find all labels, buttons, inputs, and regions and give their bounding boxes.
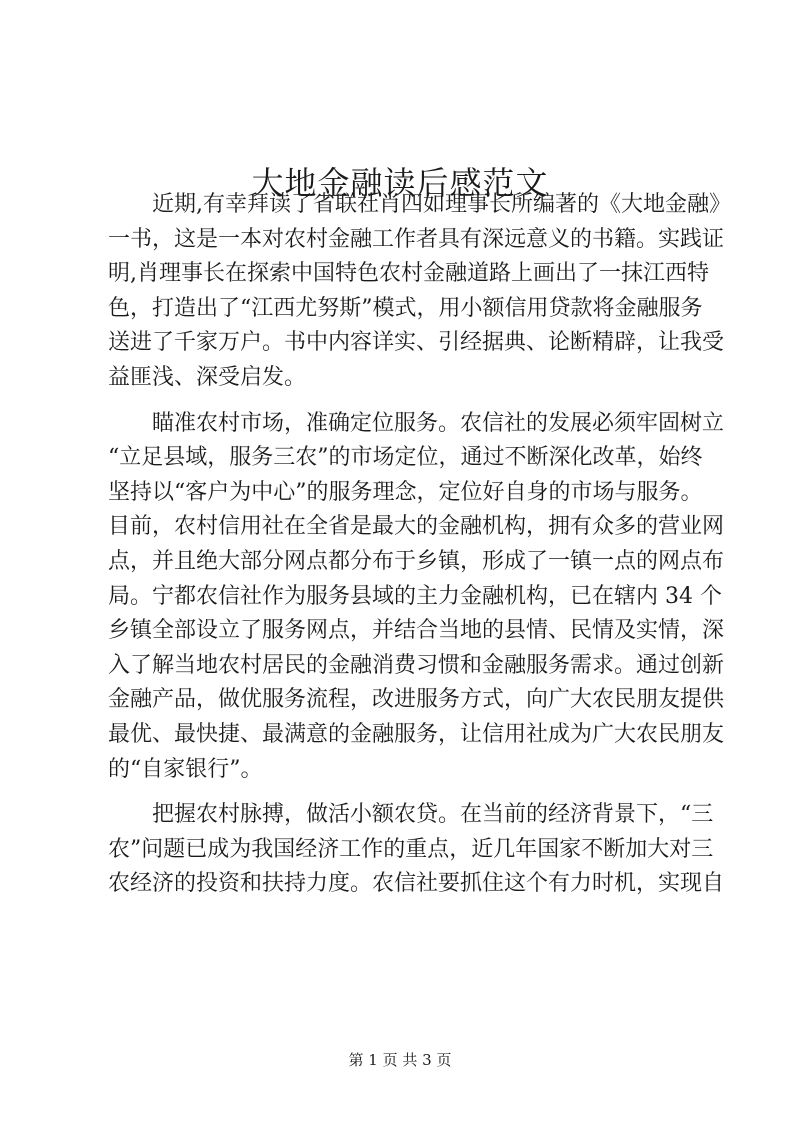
text-line: 近期,有幸拜读了省联社肖四如理事长所编著的《大地金融》 — [152, 192, 731, 217]
text-line: 农经济的投资和扶持力度。农信社要抓住这个有力时机，实现自 — [108, 871, 725, 897]
text-line: 目前，农村信用社在全省是最大的金融机构，拥有众多的营业网 — [108, 514, 725, 540]
paragraph — [108, 798, 725, 902]
text-line: 的“自家银行”。 — [108, 756, 263, 782]
text-line: 一书，这是一本对农村金融工作者具有深远意义的书籍。实践证 — [108, 226, 725, 252]
text-line: 明,肖理事长在探索中国特色农村金融道路上画出了一抹江西特 — [108, 261, 709, 287]
text-line: 把握农村脉搏，做活小额农贷。在当前的经济背景下，“三 — [152, 802, 714, 828]
text-line: 益匪浅、深受启发。 — [108, 364, 307, 390]
paragraph-gap — [108, 787, 698, 798]
paragraph-gap — [108, 396, 698, 407]
text-line: 农”问题已成为我国经济工作的重点，近几年国家不断加大对三 — [108, 836, 714, 862]
text-line: “立足县域，服务三农”的市场定位，通过不断深化改革，始终 — [108, 445, 703, 471]
text-line: 色，打造出了“江西尤努斯”模式，用小额信用贷款将金融服务 — [108, 295, 703, 321]
text-line: 送进了千家万户。书中内容详实、引经据典、论断精辟，让我受 — [108, 330, 725, 356]
document-body — [108, 188, 731, 902]
paragraph — [108, 407, 725, 788]
text-line: 入了解当地农村居民的金融消费习惯和金融服务需求。通过创新 — [108, 652, 725, 678]
text-line: 局。宁都农信社作为服务县域的主力金融机构，已在辖内 34 个 — [108, 583, 722, 609]
page-footer: 第 1 页 共 3 页 — [348, 1051, 452, 1069]
text-line: 最优、最快捷、最满意的金融服务，让信用社成为广大农民朋友 — [108, 721, 725, 747]
text-line: 点，并且绝大部分网点都分布于乡镇，形成了一镇一点的网点布 — [108, 548, 725, 574]
text-line: 乡镇全部设立了服务网点，并结合当地的县情、民情及实情，深 — [108, 618, 725, 644]
text-line: 坚持以“客户为中心”的服务理念，定位好自身的市场与服务。 — [108, 479, 703, 505]
text-line: 金融产品，做优服务流程，改进服务方式，向广大农民朋友提供 — [108, 687, 725, 713]
document-title: 大地金融读后感范文 — [251, 164, 549, 203]
text-line: 瞄准农村市场，准确定位服务。农信社的发展必须牢固树立 — [152, 410, 725, 436]
paragraph — [108, 188, 731, 396]
